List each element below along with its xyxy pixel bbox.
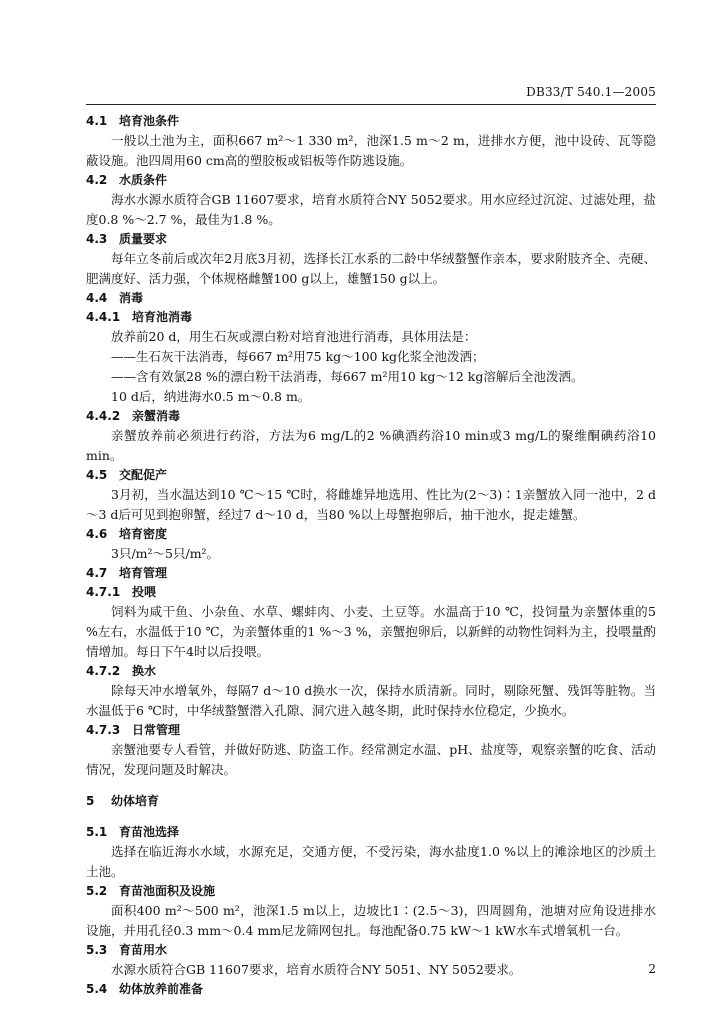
section-heading: 4.4 消毒	[86, 291, 144, 305]
paragraph: 每年立冬前后或次年2月底3月初，选择长江水系的二龄中华绒螯蟹作亲本，要求附肢齐全、壳硬、肥满度好、活力强，个体规格雌蟹100 g以上，雄蟹150 g以上。	[86, 251, 656, 286]
section-heading: 4.1 培育池条件	[86, 114, 180, 128]
paragraph: 放养前20 d，用生石灰或漂白粉对培育池进行消毒，具体用法是：	[111, 329, 477, 344]
subsection-heading: 4.4.1 培育池消毒	[86, 310, 193, 324]
paragraph: 除每天冲水增氧外，每隔7 d～10 d换水一次，保持水质清新。同时，剔除死蟹、残饵等脏物。当水温低于6 ℃时，中华绒螯蟹潜入孔隙、洞穴进入越冬期，此时保持水位稳定，少换水。	[86, 683, 656, 718]
paragraph: 3月初，当水温达到10 ℃～15 ℃时，将雌雄异地选用、性比为(2～3)∶1亲蟹放入同一池中，2 d～3 d后可见到抱卵蟹，经过7 d～10 d，当80 %以上母蟹抱卵后，抽干池水，捉走雄蟹。	[86, 487, 656, 522]
header-rule	[86, 104, 656, 105]
section-heading: 5.1 育苗池选择	[86, 825, 180, 839]
paragraph: 海水水源水质符合GB 11607要求，培育水质符合NY 5052要求。用水应经过沉淀、过滤处理，盐度0.8 %～2.7 %，最佳为1.8 %。	[86, 192, 656, 227]
paragraph: 面积400 m²～500 m²，池深1.5 m以上，边坡比1∶(2.5～3)，四周圆角，池塘对应角设进排水设施，并用孔径0.3 mm～0.4 mm尼龙筛网包扎。每池配备0.75 kW～1 kW水车式增氧机一台。	[86, 903, 656, 938]
section-heading: 4.7 培育管理	[86, 566, 168, 580]
paragraph: 亲蟹池要专人看管，并做好防逃、防盗工作。经常测定水温、pH、盐度等，观察亲蟹的吃食、活动情况，发现问题及时解决。	[86, 742, 656, 777]
section-heading: 4.3 质量要求	[86, 232, 168, 246]
paragraph: 亲蟹放养前必须进行药浴，方法为6 mg/L的2 %碘酒药浴10 min或3 mg/L的聚维酮碘药浴10 min。	[86, 428, 656, 463]
page-number: 2	[648, 962, 656, 976]
paragraph: 饲料为咸干鱼、小杂鱼、水草、螺蚌肉、小麦、土豆等。水温高于10 ℃，投饲量为亲蟹体重的5 %左右，水温低于10 ℃，为亲蟹体重的1 %～3 %，亲蟹抱卵后，以新鲜的动物性饲料为主，投喂量酌情增加。每日下午4时以后投喂。	[86, 604, 656, 659]
paragraph: 10 d后，纳进海水0.5 m～0.8 m。	[111, 389, 311, 404]
document-body	[86, 112, 656, 999]
chapter-heading: 5 幼体培育	[86, 794, 160, 808]
section-heading: 5.4 幼体放养前准备	[86, 982, 204, 996]
subsection-heading: 4.7.2 换水	[86, 664, 157, 678]
section-heading: 5.3 育苗用水	[86, 943, 168, 957]
list-item: ——生石灰干法消毒，每667 m²用75 kg～100 kg化浆全池泼洒；	[111, 349, 485, 364]
section-heading: 4.6 培育密度	[86, 527, 168, 541]
paragraph: 选择在临近海水水域，水源充足，交通方便，不受污染，海水盐度1.0 %以上的滩涂地区的沙质土土池。	[86, 844, 656, 879]
paragraph: 3只/m²～5只/m²。	[111, 546, 220, 561]
list-item: ——含有效氯28 %的漂白粉干法消毒，每667 m²用10 kg～12 kg溶解后全池泼洒。	[111, 369, 584, 384]
section-heading: 5.2 育苗池面积及设施	[86, 884, 216, 898]
section-heading: 4.5 交配促产	[86, 468, 168, 482]
subsection-heading: 4.4.2 亲蟹消毒	[86, 409, 181, 423]
subsection-heading: 4.7.3 日常管理	[86, 723, 181, 737]
subsection-heading: 4.7.1 投喂	[86, 585, 157, 599]
paragraph: 水源水质符合GB 11607要求，培育水质符合NY 5051、NY 5052要求。	[111, 962, 522, 977]
section-heading: 4.2 水质条件	[86, 173, 168, 187]
standard-number: DB33/T 540.1—2005	[526, 85, 656, 99]
paragraph: 一般以土池为主，面积667 m²～1 330 m²，池深1.5 m～2 m，进排水方便，池中设砖、瓦等隐蔽设施。池四周用60 cm高的塑胶板或铝板等作防逃设施。	[86, 133, 656, 168]
